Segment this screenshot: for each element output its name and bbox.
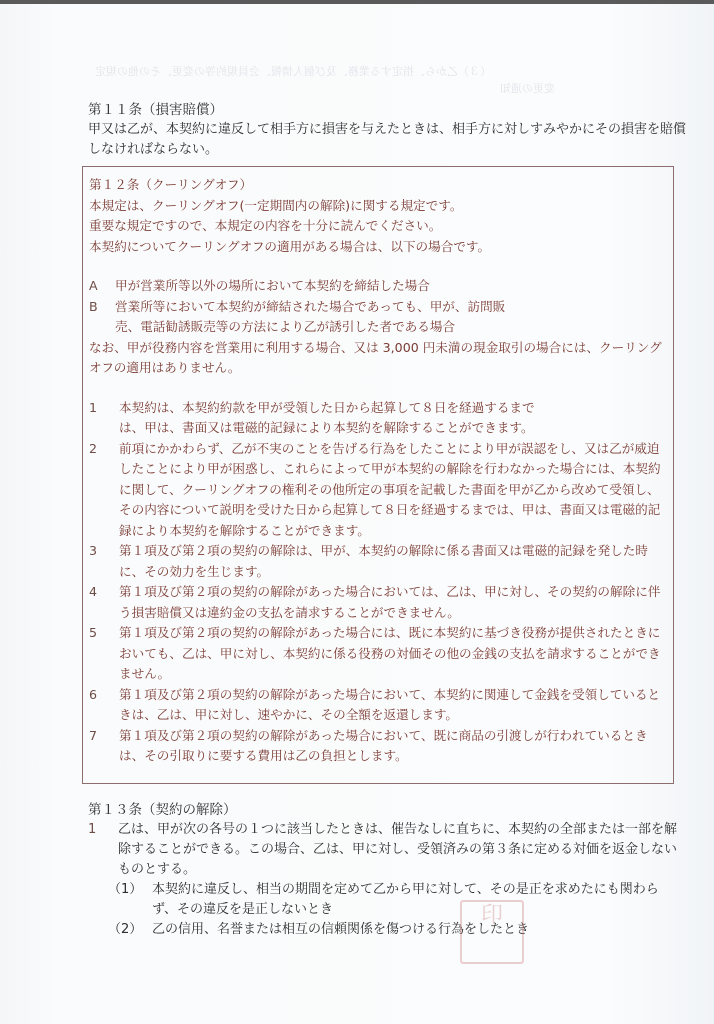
item-text: 前項にかかわらず、乙が不実のことを告げる行為をしたことにより甲が誤認をし、又は乙が威迫したことにより甲が困惑し、これらによって甲が本契約の解除を行わなかった場合には、本契約に関して、クーリングオフの権利その他所定の事項を記載した書面を甲が乙から改めて受領し、その内容について説明を受けた日から起算して８日を経過するまでは、甲は、書面又は電磁的記録により本契約を解除することができます。 xyxy=(119,440,661,538)
bleed-through-text: （３）乙から、指定する業務、及び個人情報、会員規約等の変更、その他の規定 xyxy=(95,65,491,78)
case-text: 甲が営業所等以外の場所において本契約を締結した場合 xyxy=(115,278,430,293)
item-number: 1 xyxy=(89,399,98,415)
item-number: 4 xyxy=(89,584,98,599)
case-label: A xyxy=(89,278,98,293)
article-13 xyxy=(88,800,688,940)
item-number: 7 xyxy=(89,727,98,743)
item-text: 本契約に違反し、相当の期間を定めて乙から甲に対して、その是正を求めたにも関わらず、その違反を是正しないとき xyxy=(152,882,659,917)
article-title: 第１１条（損害賠償） xyxy=(88,102,223,118)
item-number: （1） xyxy=(108,882,143,897)
seal-stamp xyxy=(460,900,524,964)
stamp-text: 印 xyxy=(480,903,503,928)
scan-edge xyxy=(0,0,714,4)
article-body: 甲又は乙が、本契約に違反して相手方に損害を与えたときは、相手方に対しすみやかにその損害を賠償しなければならない。 xyxy=(88,122,687,157)
note-text: なお、甲が役務内容を営業用に利用する場合、又は 3,000 円未満の現金取引の場合には、クーリングオフの適用はありません。 xyxy=(89,339,662,375)
item-text: 第１項及び第２項の契約の解除は、甲が、本契約の解除に係る書面又は電磁的記録を発した時に、その効力を生じます。 xyxy=(119,543,648,579)
list-item xyxy=(89,726,673,767)
list-item xyxy=(89,398,673,439)
item-number: 6 xyxy=(89,686,98,702)
item-number: 2 xyxy=(89,440,98,456)
intro-line: 本契約についてクーリングオフの適用がある場合は、以下の場合です。 xyxy=(89,238,491,254)
list-item xyxy=(89,582,673,623)
case-item xyxy=(89,297,673,338)
item-text: 第１項及び第２項の契約の解除があった場合には、既に本契約に基づき役務が提供されたときにおいても、乙は、甲に対し、本契約に係る役務の対価その他の金銭の支払を請求することができません。 xyxy=(119,625,661,681)
list-item xyxy=(89,439,673,542)
note xyxy=(89,338,673,379)
intro-line: 本規定は、クーリングオフ(一定期間内の解除)に関する規定です。 xyxy=(89,197,463,213)
case-label: B xyxy=(89,298,98,314)
item-text: 第１項及び第２項の契約の解除があった場合において、本契約に関連して金銭を受領しているときは、乙は、甲に対し、速やかに、その全額を返還します。 xyxy=(119,686,661,722)
list-item xyxy=(89,623,673,685)
item-number: 3 xyxy=(89,543,98,558)
intro-line: 重要な規定ですので、本規定の内容を十分に読んでください。 xyxy=(89,218,442,233)
item-text: 第１項及び第２項の契約の解除があった場合においては、乙は、甲に対し、その契約の解除に伴う損害賠償又は違約金の支払を請求することができません。 xyxy=(119,584,661,620)
list-item xyxy=(89,541,673,582)
item-text: 本契約は、本契約約款を甲が受領した日から起算して８日を経過するまでは、甲は、書面又は電磁的記録により本契約を解除することができます。 xyxy=(119,399,535,435)
list-item xyxy=(89,685,673,726)
item-text: 乙の信用、名誉または相互の信頼関係を傷つける行為をしたとき xyxy=(152,922,530,937)
item-text: 乙は、甲が次の各号の１つに該当したときは、催告なしに直ちに、本契約の全部または一部を解除することができる。この場合、乙は、甲に対し、受領済みの第３条に定める対価を返金しないものとする。 xyxy=(118,822,678,877)
article-title: 第１３条（契約の解除） xyxy=(88,802,237,818)
article-11 xyxy=(88,100,688,160)
case-item xyxy=(89,276,673,297)
item-number: （2） xyxy=(108,922,143,937)
article-title: 第１２条（クーリングオフ） xyxy=(89,177,253,192)
sub-item xyxy=(88,920,688,940)
sub-item xyxy=(88,880,688,920)
case-text: 営業所等において本契約が締結された場合であっても、甲が、訪問販売、電話勧誘販売等の方法により乙が誘引した者である場合 xyxy=(115,298,506,334)
item-number: 1 xyxy=(88,822,97,837)
item-number: 5 xyxy=(89,625,98,640)
list-item xyxy=(88,820,688,880)
bleed-through-text: 変更の通知 xyxy=(500,82,555,95)
cooling-off-box xyxy=(82,166,674,784)
item-text: 第１項及び第２項の契約の解除があった場合において、既に商品の引渡しが行われているときは、その引取りに要する費用は乙の負担とします。 xyxy=(119,727,648,763)
